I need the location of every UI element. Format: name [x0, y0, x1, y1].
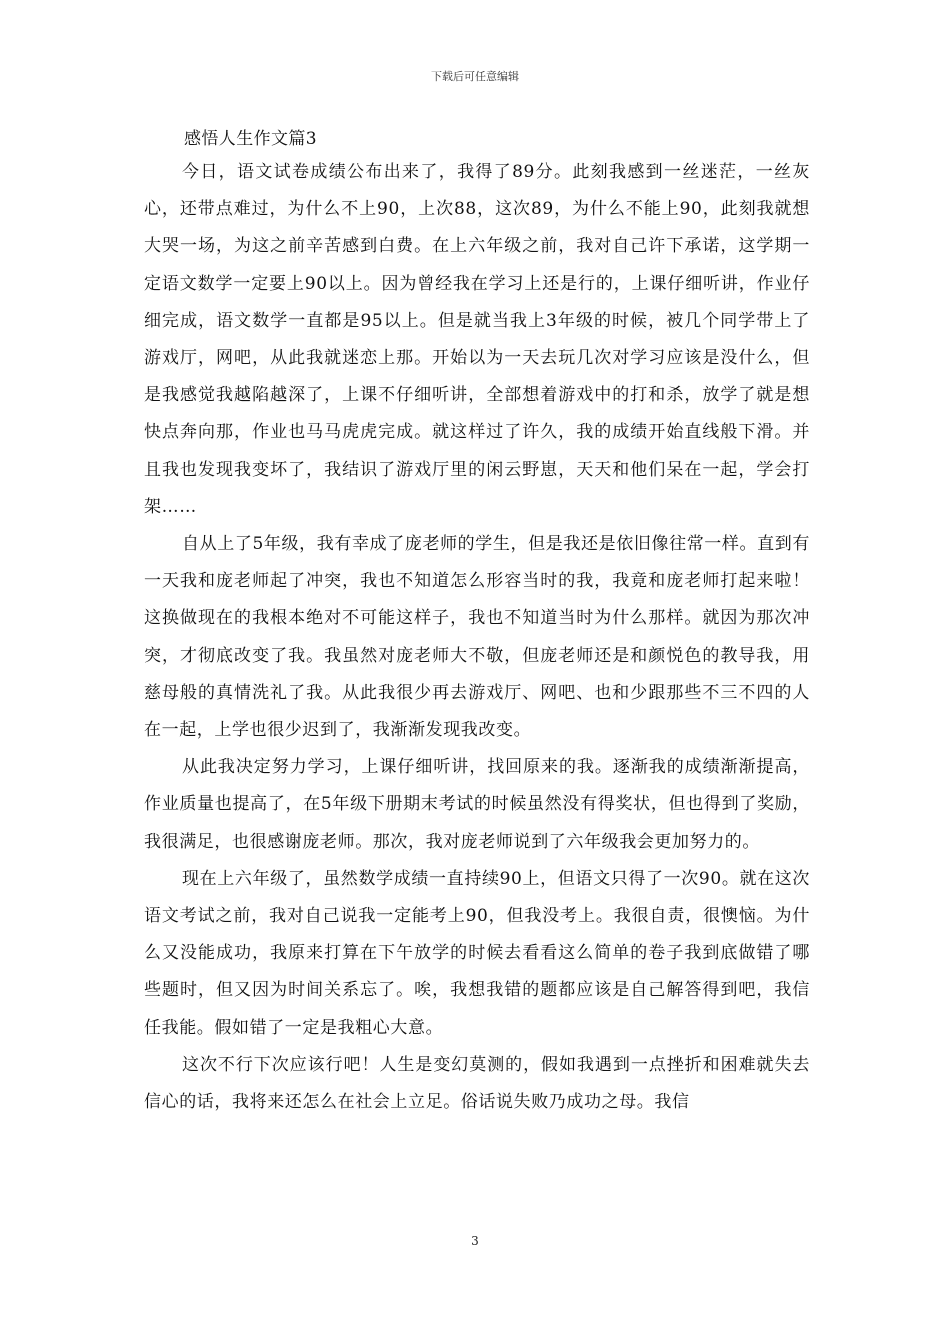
page-number: 3: [471, 1234, 479, 1248]
header-note: 下载后可任意编辑: [431, 70, 519, 83]
paragraph: 现在上六年级了，虽然数学成绩一直持续90上，但语文只得了一次90。就在这次语文考试之前，我对自己说我一定能考上90，但我没考上。我很自责，很懊恼。为什么又没能成功，我原来打算在下午放学的时候去看看这么简单的卷子我到底做错了哪些题时，但又因为时间关系忘了。唉，我想我错的题都应该是自己解答得到吧，我信任我能。假如错了一定是我粗心大意。: [144, 868, 810, 1038]
paragraph: 从此我决定努力学习，上课仔细听讲，找回原来的我。逐渐我的成绩渐渐提高，作业质量也提高了，在5年级下册期末考试的时候虽然没有得奖状，但也得到了奖励，我很满足，也很感谢庞老师。那次，我对庞老师说到了六年级我会更加努力的。: [144, 757, 810, 852]
section-title: 感悟人生作文篇3: [184, 129, 318, 149]
paragraph: 这次不行下次应该行吧！人生是变幻莫测的，假如我遇到一点挫折和困难就失去信心的话，我将来还怎么在社会上立足。俗话说失败乃成功之母。我信: [144, 1054, 810, 1113]
paragraph: 自从上了5年级，我有幸成了庞老师的学生，但是我还是依旧像往常一样。直到有一天我和庞老师起了冲突，我也不知道怎么形容当时的我，我竟和庞老师打起来啦！这换做现在的我根本绝对不可能这样子，我也不知道当时为什么那样。就因为那次冲突，才彻底改变了我。我虽然对庞老师大不敬，但庞老师还是和颜悦色的教导我，用慈母般的真情洗礼了我。从此我很少再去游戏厅、网吧、也和少跟那些不三不四的人在一起，上学也很少迟到了，我渐渐发现我改变。: [144, 534, 810, 741]
paragraph: 今日，语文试卷成绩公布出来了，我得了89分。此刻我感到一丝迷茫，一丝灰心，还带点难过，为什么不上90，上次88，这次89，为什么不能上90，此刻我就想大哭一场，为这之前辛苦感到白费。在上六年级之前，我对自己许下承诺，这学期一定语文数学一定要上90以上。因为曾经我在学习上还是行的，上课仔细听讲，作业仔细完成，语文数学一直都是95以上。但是就当我上3年级的时候，被几个同学带上了游戏厅，网吧，从此我就迷恋上那。开始以为一天去玩几次对学习应该是没什么，但是我感觉我越陷越深了，上课不仔细听讲，全部想着游戏中的打和杀，放学了就是想快点奔向那，作业也马马虎虎完成。就这样过了许久，我的成绩开始直线般下滑。并且我也发现我变坏了，我结识了游戏厅里的闲云野崽，天天和他们呆在一起，学会打架……: [144, 162, 810, 517]
article-body: [144, 154, 810, 1121]
